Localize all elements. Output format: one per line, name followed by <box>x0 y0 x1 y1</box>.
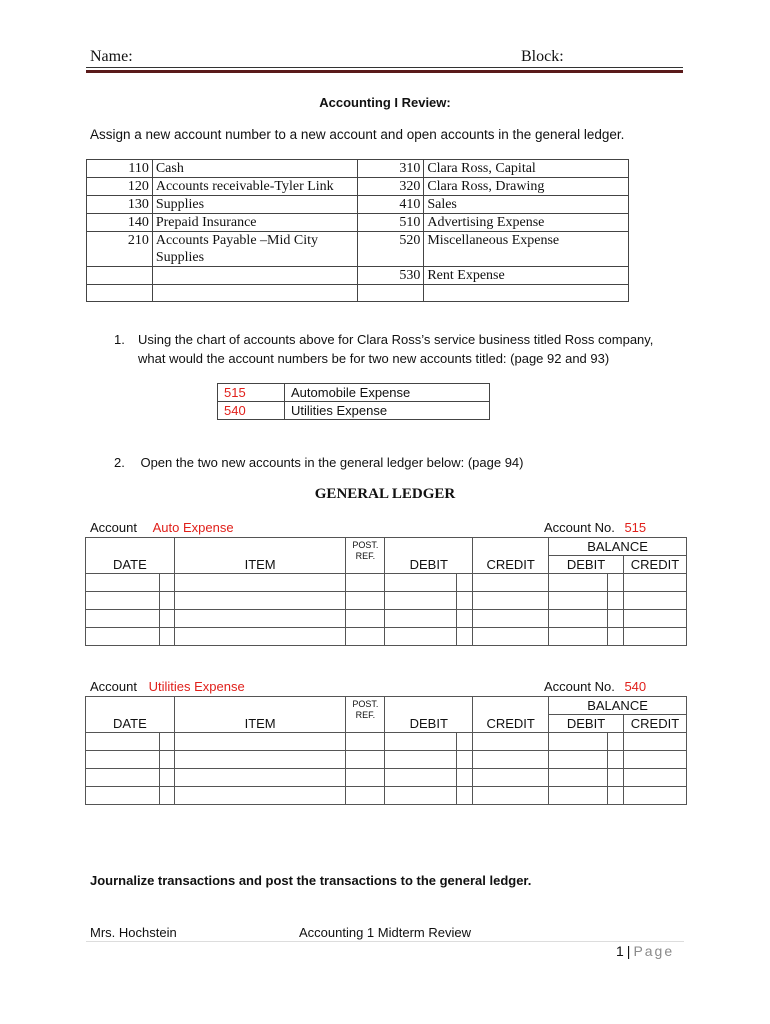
question-2 <box>114 453 524 472</box>
debit-header: DEBIT <box>385 538 473 574</box>
ledger-cell[interactable] <box>608 592 624 610</box>
table-row <box>218 384 490 402</box>
ledger-1-account-no <box>544 520 646 535</box>
ledger-cell[interactable] <box>549 751 608 769</box>
balance-credit-header: CREDIT <box>623 715 686 733</box>
ledger-cell[interactable] <box>623 769 686 787</box>
account-name: Automobile Expense <box>285 384 490 402</box>
account-no-label: Account No. <box>544 679 615 694</box>
ledger-cell[interactable] <box>457 751 473 769</box>
ledger-cell[interactable] <box>623 787 686 805</box>
answer-account-number: 515 <box>218 384 285 402</box>
account-number: 110 <box>87 160 153 178</box>
block-label: Block: <box>521 48 564 65</box>
ledger-cell[interactable] <box>174 610 346 628</box>
account-number: 310 <box>358 160 424 178</box>
ledger-cell[interactable] <box>457 787 473 805</box>
account-name: Utilities Expense <box>285 402 490 420</box>
account-number: 410 <box>358 196 424 214</box>
date-header: DATE <box>86 697 175 733</box>
ref-label: REF. <box>355 710 376 720</box>
table-row <box>87 267 629 285</box>
post-ref-header <box>346 697 385 733</box>
ledger-cell[interactable] <box>457 574 473 592</box>
account-number: 515 <box>624 520 647 535</box>
question-1 <box>114 330 684 368</box>
post-ref-header <box>346 538 385 574</box>
account-number: 520 <box>358 232 424 267</box>
account-label: Account <box>90 520 137 535</box>
blank-cell <box>87 285 153 302</box>
ledger-cell[interactable] <box>385 751 457 769</box>
ledger-cell[interactable] <box>473 628 549 646</box>
account-number: 210 <box>87 232 153 267</box>
account-name: Clara Ross, Capital <box>424 160 629 178</box>
account-name: Miscellaneous Expense <box>424 232 629 267</box>
question-text: Open the two new accounts in the general ledger below: (page 94) <box>140 455 524 470</box>
ledger-cell[interactable] <box>174 787 346 805</box>
ledger-cell[interactable] <box>457 610 473 628</box>
ledger-cell[interactable] <box>385 733 457 751</box>
account-label: Account <box>90 679 137 694</box>
ledger-cell[interactable] <box>608 769 624 787</box>
ledger-cell[interactable] <box>346 592 385 610</box>
balance-debit-header: DEBIT <box>549 556 624 574</box>
ledger-cell[interactable] <box>159 628 174 646</box>
ledger-cell[interactable] <box>159 592 174 610</box>
ledger-cell[interactable] <box>549 574 608 592</box>
table-row <box>87 160 629 178</box>
ledger-cell[interactable] <box>623 751 686 769</box>
review-title: Accounting I Review: <box>319 95 451 110</box>
chart-of-accounts-table <box>86 159 629 302</box>
ledger-cell[interactable] <box>385 610 457 628</box>
blank-cell <box>152 285 358 302</box>
ledger-cell[interactable] <box>174 574 346 592</box>
question-text: Using the chart of accounts above for Clara Ross’s service business titled Ross company, what would the account numbers be for two new accounts titled: (page 92 and 93) <box>138 332 654 366</box>
credit-header: CREDIT <box>473 697 549 733</box>
ledger-2-table <box>85 696 687 805</box>
ledger-cell[interactable] <box>608 751 624 769</box>
name-label: Name: <box>90 48 133 65</box>
ledger-cell[interactable] <box>385 787 457 805</box>
table-row <box>86 733 687 751</box>
table-row <box>86 628 687 646</box>
ledger-cell[interactable] <box>346 574 385 592</box>
date-header: DATE <box>86 538 175 574</box>
ledger-cell[interactable] <box>86 751 160 769</box>
account-name: Cash <box>152 160 358 178</box>
account-name: Supplies <box>152 196 358 214</box>
ledger-cell[interactable] <box>346 733 385 751</box>
ledger-cell[interactable] <box>159 787 174 805</box>
account-number: 530 <box>358 267 424 285</box>
balance-debit-header: DEBIT <box>549 715 624 733</box>
ledger-cell[interactable] <box>608 574 624 592</box>
ledger-cell[interactable] <box>346 628 385 646</box>
ledger-cell[interactable] <box>549 628 608 646</box>
ledger-cell[interactable] <box>385 574 457 592</box>
ledger-cell[interactable] <box>623 592 686 610</box>
account-number: 130 <box>87 196 153 214</box>
account-title: Auto Expense <box>152 520 234 535</box>
header-rule-thick <box>86 70 683 73</box>
item-header: ITEM <box>174 538 346 574</box>
ledger-cell[interactable] <box>174 628 346 646</box>
account-name: Advertising Expense <box>424 214 629 232</box>
ledger-cell[interactable] <box>608 733 624 751</box>
instruction-text: Assign a new account number to a new account and open accounts in the general ledger. <box>90 127 625 142</box>
ledger-cell[interactable] <box>86 574 160 592</box>
account-number: 320 <box>358 178 424 196</box>
ledger-2-account <box>90 679 245 694</box>
ledger-cell[interactable] <box>86 733 160 751</box>
ledger-cell[interactable] <box>174 733 346 751</box>
ledger-cell[interactable] <box>457 733 473 751</box>
ledger-cell[interactable] <box>86 610 160 628</box>
ledger-cell[interactable] <box>86 769 160 787</box>
account-no-label: Account No. <box>544 520 615 535</box>
ledger-cell[interactable] <box>473 574 549 592</box>
table-row <box>218 402 490 420</box>
account-number: 120 <box>87 178 153 196</box>
account-name: Prepaid Insurance <box>152 214 358 232</box>
blank-cell <box>358 285 424 302</box>
ledger-cell[interactable] <box>159 769 174 787</box>
ledger-1-account <box>90 520 234 535</box>
general-ledger-title: GENERAL LEDGER <box>314 486 456 502</box>
account-name: Accounts Payable –Mid City Supplies <box>152 232 358 267</box>
table-row <box>87 196 629 214</box>
ledger-cell[interactable] <box>159 733 174 751</box>
blank-cell <box>424 285 629 302</box>
ledger-cell[interactable] <box>623 628 686 646</box>
new-accounts-table <box>217 383 490 420</box>
ledger-cell[interactable] <box>549 592 608 610</box>
ledger-cell[interactable] <box>473 787 549 805</box>
ledger-cell[interactable] <box>473 769 549 787</box>
blank-cell <box>152 267 358 285</box>
ledger-1-table <box>85 537 687 646</box>
table-row <box>86 574 687 592</box>
page-word: Page <box>633 943 675 959</box>
table-row <box>86 787 687 805</box>
ledger-cell[interactable] <box>608 628 624 646</box>
account-name: Rent Expense <box>424 267 629 285</box>
ledger-cell[interactable] <box>473 610 549 628</box>
ledger-cell[interactable] <box>623 733 686 751</box>
page-number <box>616 943 674 959</box>
ledger-cell[interactable] <box>174 592 346 610</box>
ledger-cell[interactable] <box>457 769 473 787</box>
question-number: 1. <box>114 332 125 347</box>
header-rule-thin <box>86 67 683 68</box>
ledger-cell[interactable] <box>549 733 608 751</box>
ledger-cell[interactable] <box>385 769 457 787</box>
ledger-cell[interactable] <box>159 610 174 628</box>
table-row <box>87 285 629 302</box>
ledger-cell[interactable] <box>385 628 457 646</box>
table-row <box>86 769 687 787</box>
table-row <box>87 232 629 267</box>
account-name: Accounts receivable-Tyler Link <box>152 178 358 196</box>
ledger-cell[interactable] <box>457 628 473 646</box>
post-label: POST. <box>352 540 379 550</box>
ledger-cell[interactable] <box>473 733 549 751</box>
table-row <box>86 592 687 610</box>
ledger-cell[interactable] <box>86 592 160 610</box>
balance-header: BALANCE <box>549 697 687 715</box>
blank-cell <box>87 267 153 285</box>
ledger-cell[interactable] <box>346 610 385 628</box>
ledger-cell[interactable] <box>174 751 346 769</box>
ledger-cell[interactable] <box>86 628 160 646</box>
ledger-cell[interactable] <box>174 769 346 787</box>
account-number: 140 <box>87 214 153 232</box>
ledger-cell[interactable] <box>549 610 608 628</box>
credit-header: CREDIT <box>473 538 549 574</box>
ledger-cell[interactable] <box>159 751 174 769</box>
ledger-cell[interactable] <box>623 610 686 628</box>
ledger-cell[interactable] <box>549 769 608 787</box>
ledger-cell[interactable] <box>623 574 686 592</box>
footer-rule <box>86 941 684 942</box>
page-separator: | <box>626 943 631 959</box>
debit-header: DEBIT <box>385 697 473 733</box>
footer-teacher: Mrs. Hochstein <box>90 925 177 940</box>
ledger-cell[interactable] <box>86 787 160 805</box>
table-row <box>86 610 687 628</box>
balance-header: BALANCE <box>549 538 687 556</box>
account-number: 510 <box>358 214 424 232</box>
ledger-cell[interactable] <box>473 751 549 769</box>
journalize-instruction: Journalize transactions and post the transactions to the general ledger. <box>90 873 532 888</box>
ref-label: REF. <box>355 551 376 561</box>
item-header: ITEM <box>174 697 346 733</box>
table-row <box>87 178 629 196</box>
ledger-cell[interactable] <box>608 610 624 628</box>
page-number-value: 1 <box>616 943 624 959</box>
ledger-cell[interactable] <box>159 574 174 592</box>
footer-course: Accounting 1 Midterm Review <box>299 925 471 940</box>
ledger-cell[interactable] <box>385 592 457 610</box>
post-label: POST. <box>352 699 379 709</box>
ledger-2-account-no <box>544 679 646 694</box>
ledger-cell[interactable] <box>608 787 624 805</box>
table-row <box>86 751 687 769</box>
ledger-cell[interactable] <box>549 787 608 805</box>
ledger-cell[interactable] <box>346 787 385 805</box>
account-name: Clara Ross, Drawing <box>424 178 629 196</box>
question-number: 2. <box>114 455 125 470</box>
table-row <box>87 214 629 232</box>
account-number: 540 <box>624 679 647 694</box>
ledger-cell[interactable] <box>457 592 473 610</box>
account-name: Sales <box>424 196 629 214</box>
account-title: Utilities Expense <box>148 679 245 694</box>
balance-credit-header: CREDIT <box>623 556 686 574</box>
ledger-cell[interactable] <box>473 592 549 610</box>
ledger-cell[interactable] <box>346 751 385 769</box>
answer-account-number: 540 <box>218 402 285 420</box>
ledger-cell[interactable] <box>346 769 385 787</box>
